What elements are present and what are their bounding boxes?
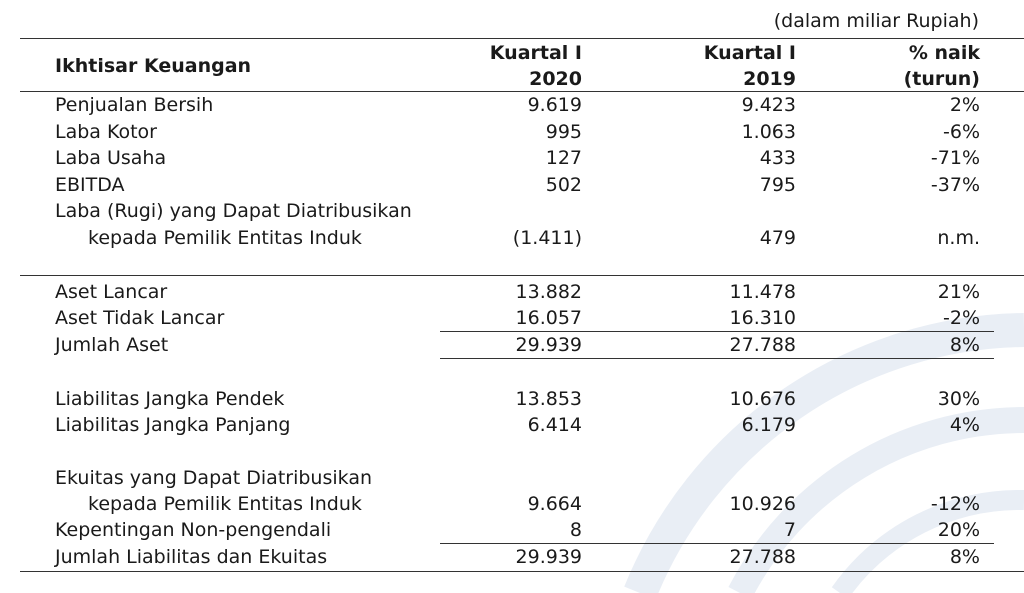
row-value-2020: 13.882 bbox=[515, 281, 582, 303]
row-value-2019: 16.310 bbox=[729, 307, 796, 329]
row-value-2019: 1.063 bbox=[741, 121, 796, 143]
row-value-2019: 27.788 bbox=[729, 546, 796, 568]
row-change: 20% bbox=[937, 519, 980, 541]
row-value-2019: 27.788 bbox=[729, 334, 796, 356]
row-value-2019: 9.423 bbox=[741, 94, 796, 116]
header-col-2020-line2: 2020 bbox=[529, 68, 582, 90]
row-label-continued: kepada Pemilik Entitas Induk bbox=[88, 493, 362, 515]
header-col-2020-line1: Kuartal I bbox=[489, 42, 582, 64]
row-value-2020: 995 bbox=[545, 121, 582, 143]
row-label: Laba Usaha bbox=[55, 147, 167, 169]
row-value-2019: 10.676 bbox=[729, 388, 796, 410]
row-value-2019: 433 bbox=[759, 147, 796, 169]
row-label: Liabilitas Jangka Panjang bbox=[55, 414, 291, 436]
row-value-2020: 6.414 bbox=[527, 414, 582, 436]
row-value-2020: 502 bbox=[545, 174, 582, 196]
row-value-2020: 29.939 bbox=[515, 334, 582, 356]
row-change: 8% bbox=[949, 334, 980, 356]
header-col-2019-line2: 2019 bbox=[743, 68, 796, 90]
header-col-2019-line1: Kuartal I bbox=[703, 42, 796, 64]
row-label: Kepentingan Non-pengendali bbox=[55, 519, 332, 541]
row-label: Jumlah Liabilitas dan Ekuitas bbox=[55, 546, 328, 568]
row-value-2020: 29.939 bbox=[515, 546, 582, 568]
header-title: Ikhtisar Keuangan bbox=[55, 55, 252, 77]
row-change: -12% bbox=[930, 493, 980, 515]
row-value-2020: 127 bbox=[545, 147, 582, 169]
total-rule bbox=[440, 358, 994, 359]
row-label: EBITDA bbox=[55, 174, 125, 196]
row-change: -37% bbox=[930, 174, 980, 196]
row-value-2020: 8 bbox=[569, 519, 582, 541]
row-value-2019: 7 bbox=[783, 519, 796, 541]
row-value-2020: (1.411) bbox=[512, 227, 582, 249]
row-change: -2% bbox=[943, 307, 980, 329]
row-change: -6% bbox=[943, 121, 980, 143]
row-label: Laba Kotor bbox=[55, 121, 157, 143]
table-bottom-rule bbox=[20, 571, 1024, 572]
row-value-2019: 795 bbox=[759, 174, 796, 196]
row-value-2019: 479 bbox=[759, 227, 796, 249]
row-label-continued: kepada Pemilik Entitas Induk bbox=[88, 227, 362, 249]
row-label: Laba (Rugi) yang Dapat Diatribusikan bbox=[55, 200, 412, 222]
row-change: 30% bbox=[937, 388, 980, 410]
row-label: Penjualan Bersih bbox=[55, 94, 214, 116]
row-label: Jumlah Aset bbox=[55, 334, 169, 356]
row-change: 8% bbox=[949, 546, 980, 568]
row-change: 4% bbox=[949, 414, 980, 436]
row-label: Aset Lancar bbox=[55, 281, 168, 303]
row-change: 2% bbox=[949, 94, 980, 116]
row-change: 21% bbox=[937, 281, 980, 303]
row-value-2020: 9.664 bbox=[527, 493, 582, 515]
row-label: Liabilitas Jangka Pendek bbox=[55, 388, 285, 410]
row-change: -71% bbox=[930, 147, 980, 169]
header-col-change-line1: % naik bbox=[908, 42, 980, 64]
row-label: Ekuitas yang Dapat Diatribusikan bbox=[55, 467, 372, 489]
row-value-2019: 10.926 bbox=[729, 493, 796, 515]
header-col-change-line2: (turun) bbox=[903, 68, 980, 90]
row-value-2019: 6.179 bbox=[741, 414, 796, 436]
header-top-rule bbox=[20, 38, 1024, 39]
row-value-2020: 9.619 bbox=[527, 94, 582, 116]
row-value-2019: 11.478 bbox=[729, 281, 796, 303]
row-value-2020: 16.057 bbox=[515, 307, 582, 329]
row-value-2020: 13.853 bbox=[515, 388, 582, 410]
row-label: Aset Tidak Lancar bbox=[55, 307, 225, 329]
section-rule bbox=[20, 275, 1024, 276]
unit-note: (dalam miliar Rupiah) bbox=[773, 10, 979, 32]
row-change: n.m. bbox=[937, 227, 980, 249]
